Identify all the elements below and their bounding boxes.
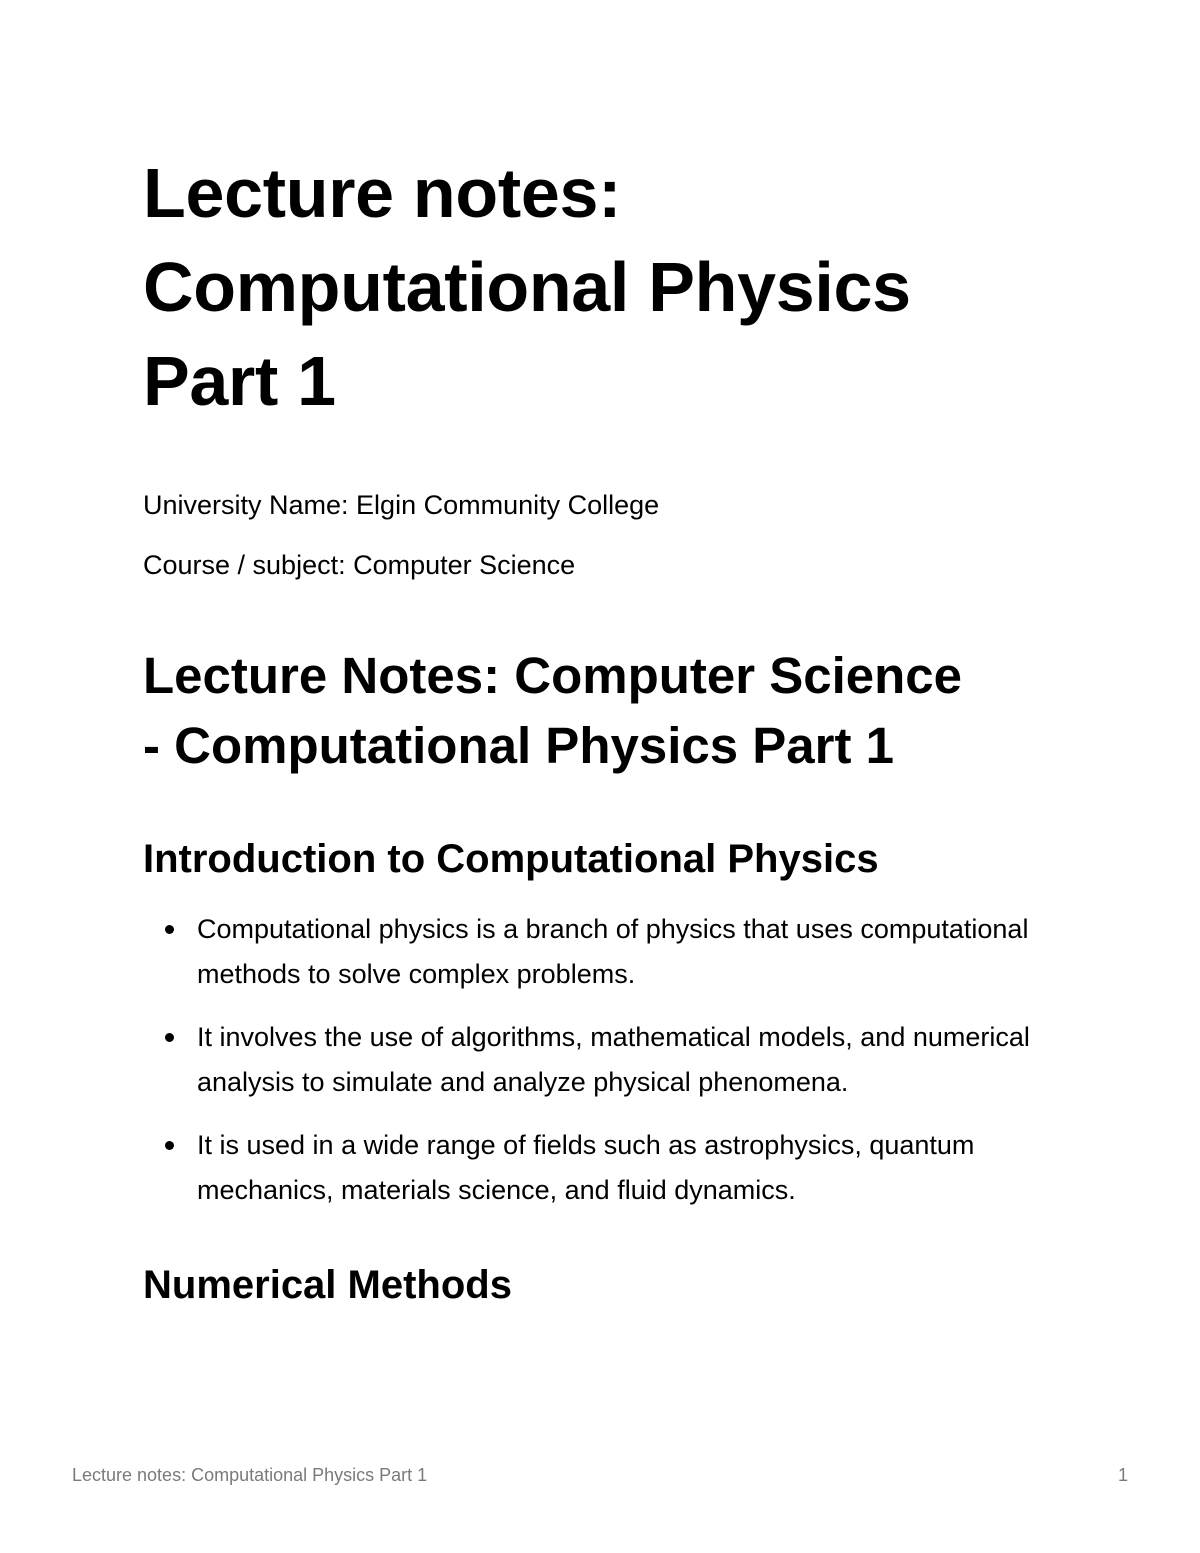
document-title-line-1: Lecture notes: [143, 154, 622, 232]
list-item [143, 1015, 1063, 1105]
bullet-icon [165, 1141, 174, 1150]
footer-title: Lecture notes: Computational Physics Part 1 [72, 1465, 428, 1485]
course-subject: Course / subject: Computer Science [143, 550, 576, 580]
intro-bullet-list [143, 907, 1063, 1213]
list-item [143, 907, 1063, 997]
section-heading-numerical-methods: Numerical Methods [143, 1263, 512, 1307]
page-number: 1 [1117, 1465, 1128, 1485]
bullet-icon [165, 1033, 174, 1042]
main-heading [143, 641, 1063, 781]
main-heading-line-1: Lecture Notes: Computer Science [143, 647, 963, 704]
main-heading-line-2: - Computational Physics Part 1 [143, 717, 895, 774]
document-title-line-2: Computational Physics [143, 248, 911, 326]
bullet-icon [165, 925, 174, 934]
list-item-text: It involves the use of algorithms, mathematical models, and numerical analysis to simulate and analyze physical phenomena. [197, 1022, 1030, 1097]
section-heading-introduction: Introduction to Computational Physics [143, 837, 879, 881]
university-name: University Name: Elgin Community College [143, 490, 660, 520]
document-title [143, 146, 1063, 428]
document-body [143, 146, 1063, 1313]
document-title-line-3: Part 1 [143, 342, 336, 420]
page-footer [72, 1465, 1128, 1486]
list-item [143, 1123, 1063, 1213]
list-item-text: It is used in a wide range of fields such as astrophysics, quantum mechanics, materials science, and fluid dynamics. [197, 1130, 975, 1205]
list-item-text: Computational physics is a branch of physics that uses computational methods to solve complex problems. [197, 914, 1029, 989]
